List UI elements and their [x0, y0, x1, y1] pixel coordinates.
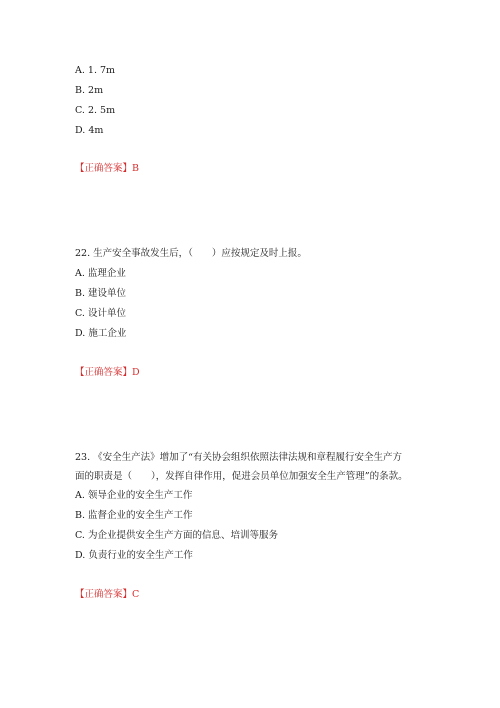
answer-value: D [132, 367, 140, 378]
answer-open-bracket: 【 [75, 589, 85, 600]
answer-label: 正确答案 [84, 367, 123, 378]
question-23-line1: 23. 《安全生产法》增加了“有关协会组织依照法律法规和章程履行安全生产方 [75, 452, 402, 463]
answer-line [75, 162, 139, 176]
answer-line [75, 588, 139, 602]
answer-label: 正确答案 [84, 163, 123, 174]
answer-close-bracket: 】 [122, 589, 133, 600]
option-b: B. 建设单位 [75, 288, 127, 299]
answer-open-bracket: 【 [75, 367, 85, 378]
question-23-line2: 面的职责是（ ），发挥自律作用，促进会员单位加强安全生产管理”的条款。 [75, 471, 408, 482]
answer-line [75, 366, 140, 380]
option-b: B. 2m [75, 85, 104, 96]
option-c: C. 设计单位 [75, 308, 126, 319]
option-c: C. 2. 5m [75, 105, 116, 116]
option-a: A. 1. 7m [75, 65, 116, 76]
option-d: D. 施工企业 [75, 328, 127, 339]
option-a: A. 领导企业的安全生产工作 [75, 490, 193, 501]
option-c: C. 为企业提供安全生产方面的信息、培训等服务 [75, 530, 278, 541]
option-b: B. 监督企业的安全生产工作 [75, 510, 193, 521]
option-a: A. 监理企业 [75, 268, 126, 279]
answer-value: B [132, 163, 140, 174]
option-d: D. 负责行业的安全生产工作 [75, 550, 193, 561]
answer-close-bracket: 】 [122, 163, 133, 174]
answer-open-bracket: 【 [75, 163, 85, 174]
question-22: 22. 生产安全事故发生后，（ ）应按规定及时上报。 [75, 248, 307, 259]
answer-close-bracket: 】 [122, 367, 133, 378]
option-d: D. 4m [75, 125, 104, 136]
answer-label: 正确答案 [84, 589, 123, 600]
answer-value: C [132, 589, 140, 600]
